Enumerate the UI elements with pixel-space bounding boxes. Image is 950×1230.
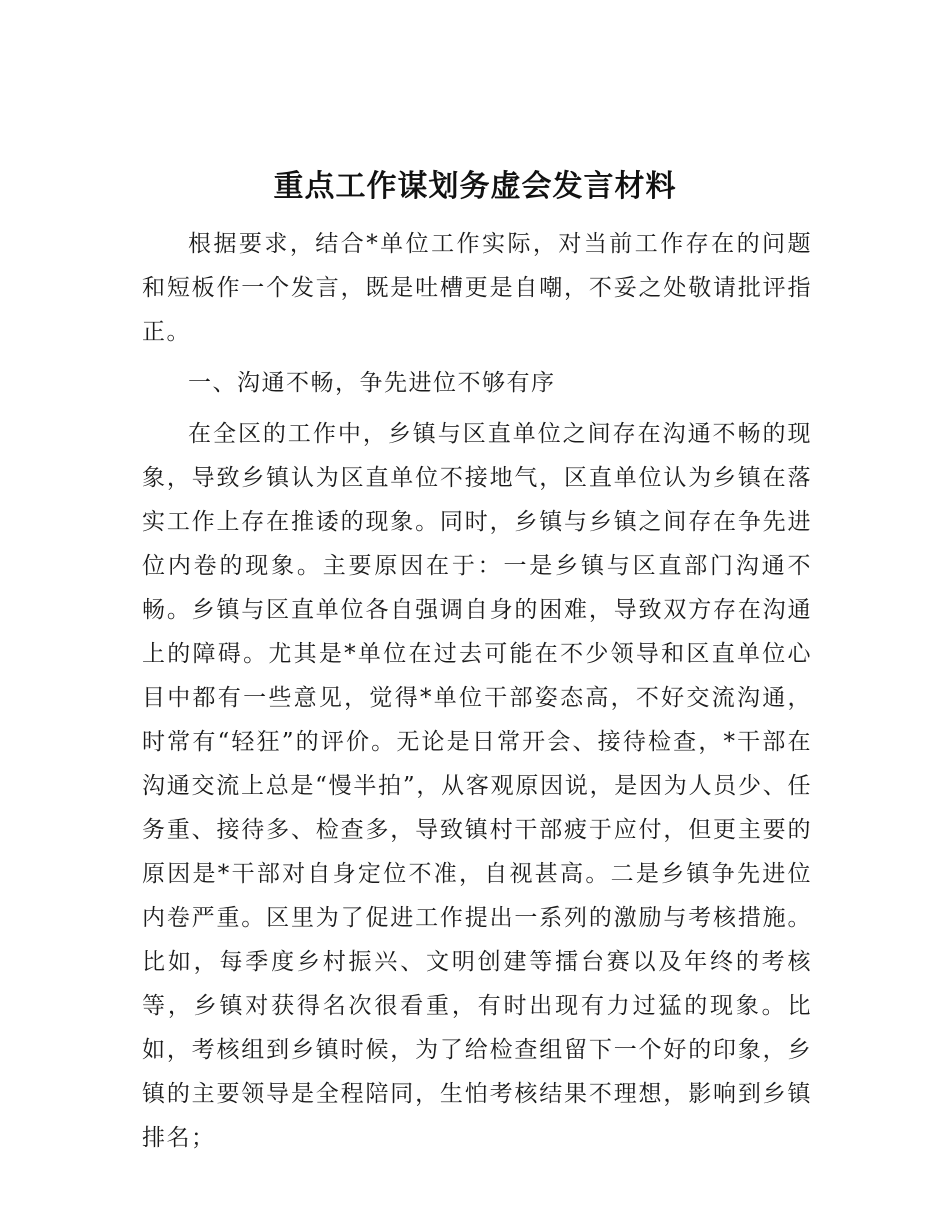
document-title: 重点工作谋划务虚会发言材料 xyxy=(273,169,677,204)
document-body xyxy=(142,222,812,1160)
section-heading: 一、沟通不畅，争先进位不够有序 xyxy=(188,370,556,396)
section-paragraph: 在全区的工作中，乡镇与区直单位之间存在沟通不畅的现象，导致乡镇认为区直单位不接地气，区直单位认为乡镇在落实工作上存在推诿的现象。同时，乡镇与乡镇之间存在争先进位内卷的现象。主要原因在于：一是乡镇与区直部门沟通不畅。乡镇与区直单位各自强调自身的困难，导致双方存在沟通上的障碍。尤其是*单位在过去可能在不少领导和区直单位心目中都有一些意见，觉得*单位干部姿态高，不好交流沟通，时常有“轻狂”的评价。无论是日常开会、接待检查，*干部在沟通交流上总是“慢半拍”，从客观原因说，是因为人员少、任务重、接待多、检查多，导致镇村干部疲于应付，但更主要的原因是*干部对自身定位不准，自视甚高。二是乡镇争先进位内卷严重。区里为了促进工作提出一系列的激励与考核措施。比如，每季度乡村振兴、文明创建等擂台赛以及年终的考核等，乡镇对获得名次很看重，有时出现有力过猛的现象。比如，考核组到乡镇时候，为了给检查组留下一个好的印象，乡镇的主要领导是全程陪同，生怕考核结果不理想，影响到乡镇排名； xyxy=(142,421,812,1151)
intro-paragraph: 根据要求，结合*单位工作实际，对当前工作存在的问题和短板作一个发言，既是吐槽更是自嘲，不妥之处敬请批评指正。 xyxy=(142,231,812,345)
